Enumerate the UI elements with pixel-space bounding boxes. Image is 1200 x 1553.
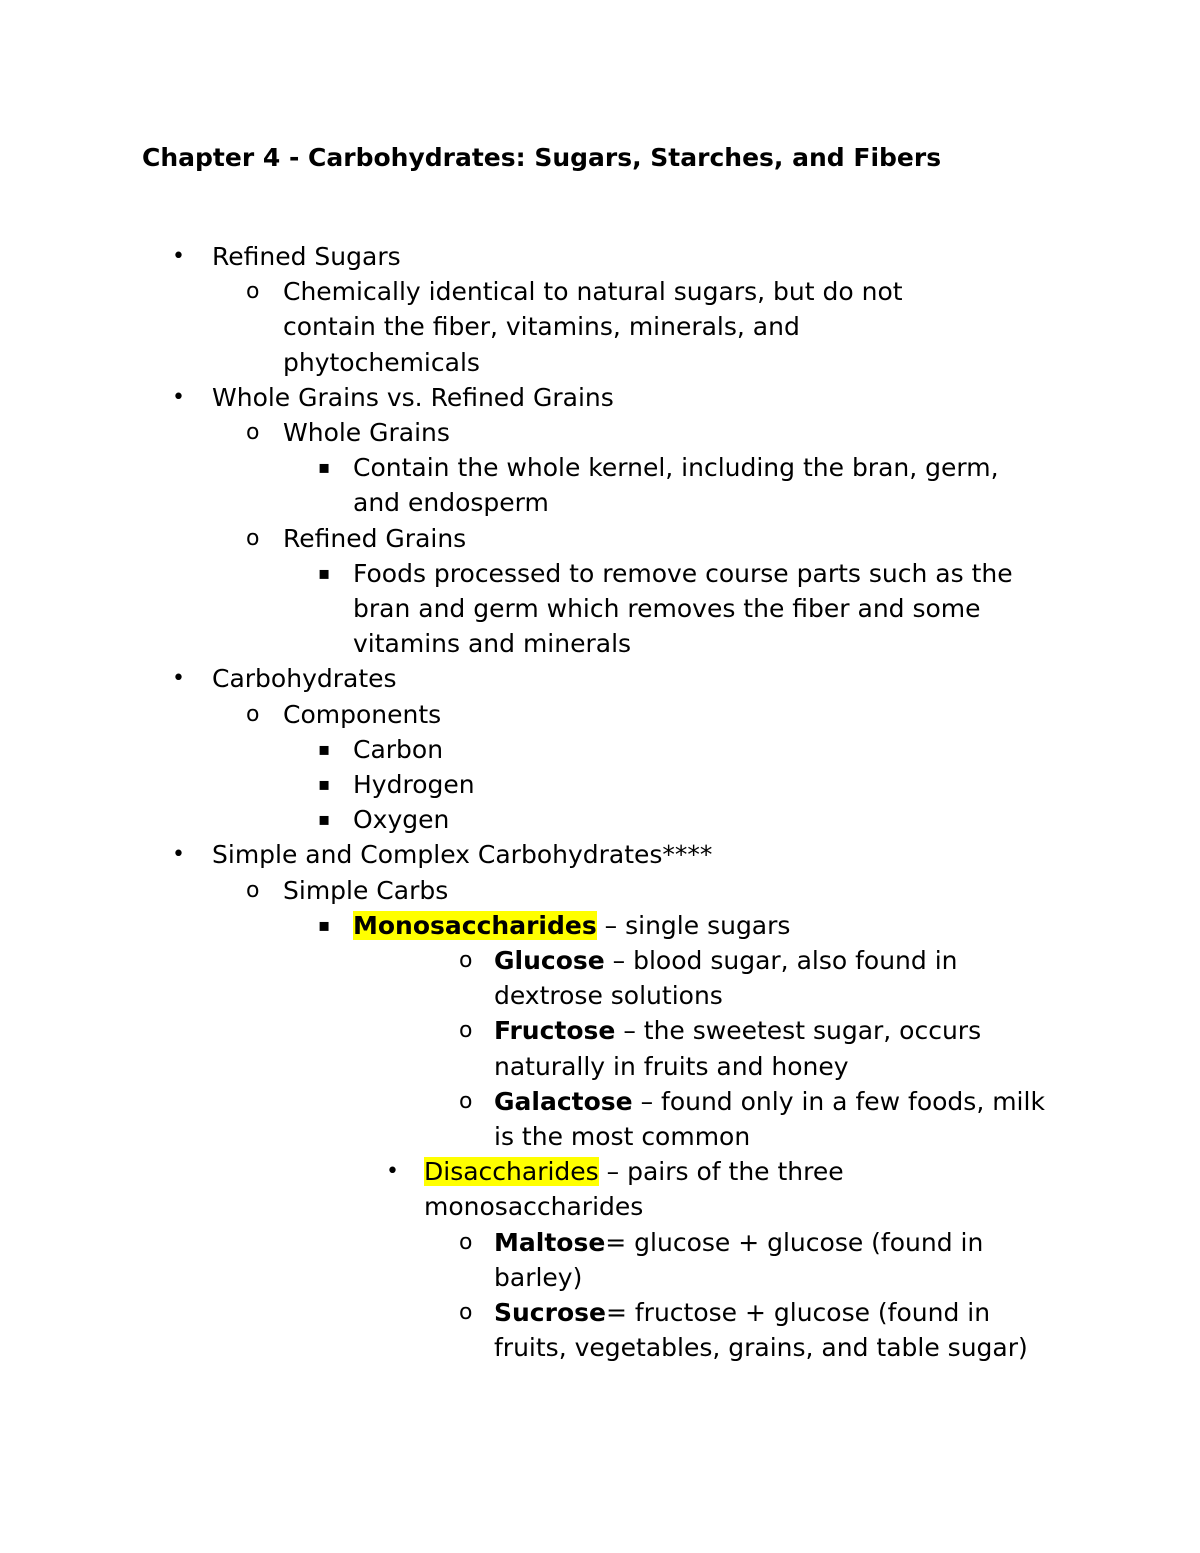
list-item [0,767,1200,802]
item-text: Hydrogen [353,770,475,800]
list-item [0,873,1200,908]
item-description: – found only in a few foods, milk is the most common [494,1086,1045,1152]
item-text: Simple Carbs [283,875,449,905]
list-item [0,1295,1054,1365]
bullet-marker: o [459,1088,473,1114]
item-description: – blood sugar, also found in dextrose solutions [494,946,958,1011]
outline-list [0,239,1200,1366]
bullet-marker: o [459,1229,473,1255]
bullet-marker: o [459,1300,473,1326]
item-text [424,1154,904,1224]
item-text: Carbohydrates [212,664,397,694]
list-item [0,1154,904,1224]
list-item [0,1013,1054,1083]
list-item [0,732,1200,767]
list-item [0,415,1200,450]
bold-term: Maltose [494,1227,606,1257]
item-text [494,943,1054,1013]
item-text: Contain the whole kernel, including the bran, germ, and endosperm [353,453,999,518]
bullet-marker: • [172,842,185,868]
bullet-marker: o [246,279,260,305]
list-item [0,521,1200,556]
bold-term: Galactose [494,1086,633,1116]
list-item [0,1084,1054,1154]
list-item [0,837,1200,872]
bullet-marker: ▪ [318,457,331,479]
list-item [0,1225,1054,1295]
bullet-marker: o [246,525,260,551]
item-text [494,1225,1054,1295]
list-item [0,802,1200,837]
item-text: Simple and Complex Carbohydrates**** [212,840,713,870]
bullet-marker: o [459,1018,473,1044]
bullet-marker: ▪ [318,774,331,796]
bullet-marker: ▪ [318,562,331,584]
bullet-marker: o [246,701,260,727]
item-text [494,1013,1054,1083]
list-item [0,908,1200,943]
item-text [494,1295,1054,1365]
highlighted-term: Monosaccharides [353,910,597,940]
item-text: Components [283,699,442,729]
item-text: Oxygen [353,805,450,835]
item-text: Whole Grains [283,418,450,448]
list-item [0,239,1200,274]
list-item [0,661,1200,696]
bullet-marker: ▪ [318,809,331,831]
item-text: Refined Sugars [212,242,401,271]
bullet-marker: o [459,948,473,974]
list-item [0,943,1054,1013]
highlighted-term: Disaccharides [424,1157,599,1187]
bold-term: Glucose [494,946,605,976]
item-text: Foods processed to remove course parts such as the bran and germ which removes the fiber and some vitamins and minerals [353,558,1013,659]
bullet-marker: • [172,384,185,410]
bullet-marker: o [246,877,260,903]
list-item [0,450,1003,520]
bold-term: Fructose [494,1016,616,1046]
list-item [0,556,1043,662]
item-text: Carbon [353,734,444,764]
list-item [0,380,1200,415]
document-title: Chapter 4 - Carbohydrates: Sugars, Starches, and Fibers [142,143,942,172]
bullet-marker: • [172,666,185,692]
item-text [494,1084,1054,1154]
list-item [0,697,1200,732]
list-item [0,274,983,380]
item-text: Chemically identical to natural sugars, but do not contain the fiber, vitamins, minerals, and phytochemicals [283,277,903,377]
item-text: Refined Grains [283,523,467,553]
item-description: – pairs of the three monosaccharides [424,1157,844,1222]
bullet-marker: o [246,420,260,446]
bullet-marker: • [172,244,185,269]
item-text [353,908,1200,943]
bullet-marker: ▪ [318,914,331,936]
bold-term: Sucrose [494,1298,606,1328]
item-description: = glucose + glucose (found in barley) [494,1227,984,1292]
item-description: – the sweetest sugar, occurs naturally in fruits and honey [494,1016,982,1081]
bullet-marker: ▪ [318,738,331,760]
item-description: – single sugars [596,910,791,940]
item-text: Whole Grains vs. Refined Grains [212,382,614,412]
bullet-marker: • [386,1159,399,1185]
item-description: = fructose + glucose (found in fruits, vegetables, grains, and table sugar) [494,1298,1028,1363]
